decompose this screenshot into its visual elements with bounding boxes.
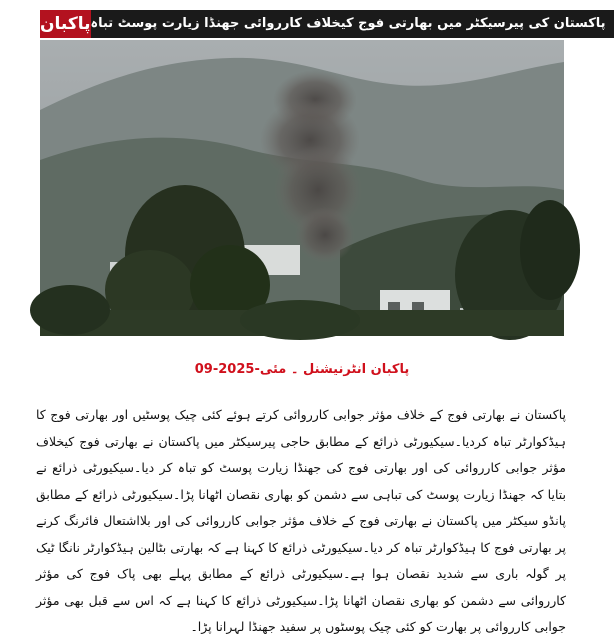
- smoke-over-hills-image: [40, 40, 564, 336]
- byline-source: پاکبان انٹرنیشنل: [303, 362, 410, 377]
- byline-separator: ۔: [290, 362, 299, 377]
- article-body: پاکستان نے بھارتی فوج کے خلاف مؤثر جوابی کارروائی کرتے ہوئے کئی چیک پوسٹیں اور بھارتی فوج کا ہیڈکوارٹر تباہ کردیا۔سیکیورٹی ذرائع کے مطابق حاجی پیرسیکٹر میں پاکستان نے بھارتی فوج کیخلاف مؤثر جوابی کارروائی کی اور بھارتی فوج کی جھنڈا زیارت پوسٹ کو تباہ کر دیا۔سیکیورٹی ذرائع نے بتایا کہ جھنڈا زیارت پوسٹ کی تباہی سے دشمن کو بھاری نقصان اٹھانا پڑا۔سیکیورٹی ذرائع کے مطابق پانڈو سیکٹر میں پاکستان نے بھارتی فوج کے خلاف مؤثر جوابی کارروائی کی اور بلااشتعال فائرنگ کرنے پر بھارتی فوج کا ہیڈکوارٹر تباہ کر دیا۔سیکیورٹی ذرائع کا کہنا ہے کہ بھارتی بٹالین ہیڈکوارٹر نانگا ٹیک پر گولہ باری سے شدید نقصان ہوا ہے۔سیکیورٹی ذرائع کے مطابق پہلے بھی پاک فوج کی مؤثر کارروائی سے دشمن کو بھاری نقصان اٹھانا پڑا۔سیکیورٹی ذرائع کا کہنا ہے کہ اس سے قبل بھی مؤثر جوابی کارروائی پر بھارت کو کئی چیک پوسٹوں پر سفید جھنڈا لہرانا پڑا۔: [36, 407, 566, 634]
- byline-date: 09-مئی-2025: [194, 362, 287, 377]
- headline: پاکستان کی پیرسیکٹر میں بھارتی فوج کیخلاف کارروائی جھنڈا زیارت پوسٹ تباہ: [91, 10, 616, 38]
- article-header: [40, 10, 606, 38]
- byline: [40, 362, 564, 377]
- news-photo: [40, 40, 564, 336]
- brand-logo: پاکبان: [40, 10, 91, 38]
